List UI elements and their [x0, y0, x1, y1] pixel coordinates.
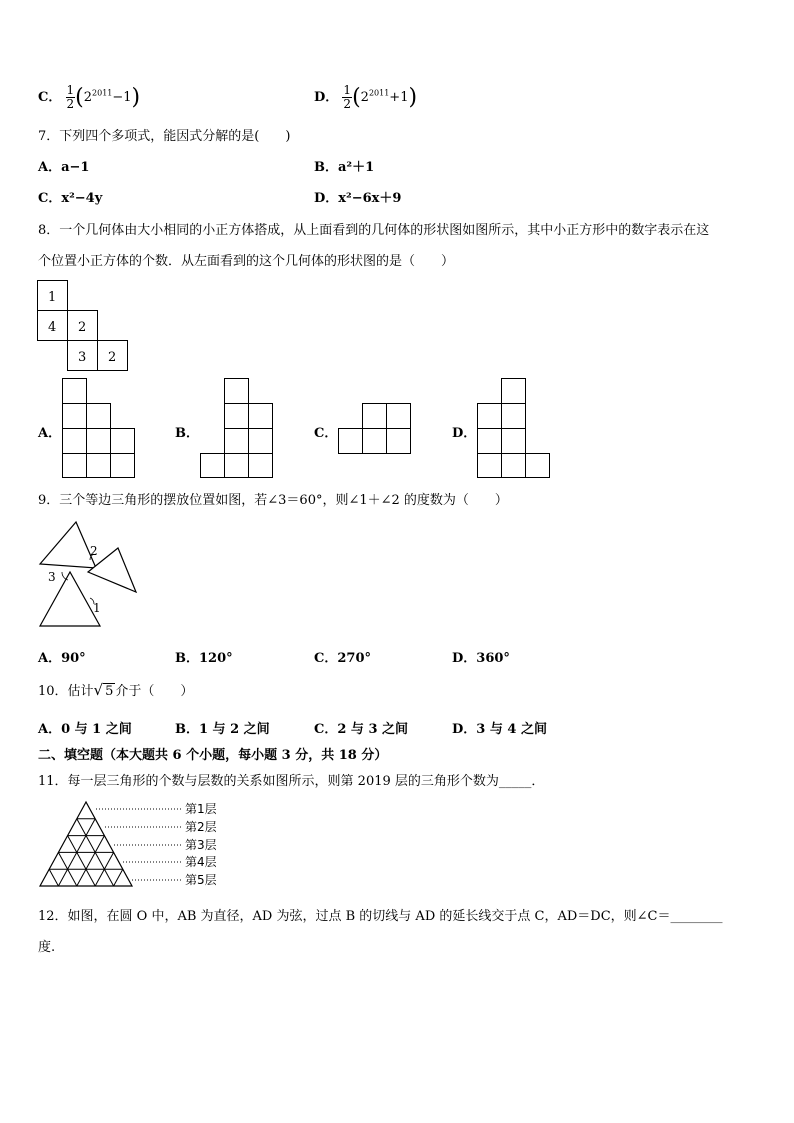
angle-3-label: 3: [48, 570, 56, 584]
q9-option-d: D．360°: [452, 651, 510, 666]
q10-option-d: D．3 与 4 之间: [452, 722, 547, 737]
big-triangle: [40, 802, 132, 886]
q11-stem: 11．每一层三角形的个数与层数的关系如图所示，则第 2019 层的三角形个数为_____．: [38, 774, 545, 789]
q11-triangle-figure: [38, 800, 228, 890]
q7-option-d: D．x²−6x＋9: [314, 191, 402, 206]
top-view-number: 2: [78, 320, 87, 335]
layer-label: 第4层: [185, 855, 217, 869]
q8-top-view-figure: [37, 280, 132, 372]
q8-option-d-figure: [477, 378, 552, 478]
q10-option-a: A．0 与 1 之间: [38, 722, 132, 737]
layer-label: 第5层: [185, 873, 217, 887]
q8-option-d-label: D．: [452, 426, 477, 441]
q6-d-fraction: $\frac{1}{2}$: [343, 83, 352, 111]
q7-option-b: B．a²＋1: [314, 160, 375, 175]
q6-c-fraction: $\frac{1}{2}$: [66, 83, 75, 111]
q9-option-c: C．270°: [314, 651, 371, 666]
triangle-top: [40, 522, 96, 568]
q8-stem-line2: 个位置小正方体的个数．从左面看到的这个几何体的形状图的是（ ）: [38, 254, 455, 269]
top-view-number: 2: [108, 350, 117, 365]
layer-label: 第1层: [185, 802, 217, 816]
q8-option-c-label: C．: [314, 426, 338, 441]
q8-option-b-figure: [200, 378, 275, 478]
q8-stem-line1: 8．一个几何体由大小相同的小正方体搭成，从上面看到的几何体的形状图如图所示，其中小正方形中的数字表示在这: [38, 223, 710, 238]
top-view-number: 3: [78, 350, 87, 365]
q6-d-label: D．: [314, 90, 339, 105]
top-view-number: 1: [48, 290, 57, 305]
q8-option-a-label: A．: [38, 426, 62, 441]
layer-label: 第2层: [185, 820, 217, 834]
angle-2-label: 2: [90, 544, 98, 558]
section-heading-fill-in: 二、填空题（本大题共 6 个小题，每小题 3 分，共 18 分）: [38, 748, 388, 763]
q12-stem-line1: 12．如图，在圆 O 中，AB 为直径，AD 为弦，过点 B 的切线与 AD 的延长线交于点 C，AD＝DC，则∠C＝________: [38, 909, 723, 924]
angle-1-label: 1: [93, 601, 101, 615]
layer-label: 第3层: [185, 838, 217, 852]
q6-option-c: C． $\frac{1}{2}$ $(2^{2011}-1)$: [38, 83, 141, 111]
q12-stem-line2: 度.: [38, 940, 56, 955]
q8-option-c-figure: [338, 403, 413, 455]
q7-option-a: A．a−1: [38, 160, 90, 175]
q6-c-label: C．: [38, 90, 62, 105]
q7-option-c: C．x²−4y: [38, 191, 103, 206]
q9-stem: 9．三个等边三角形的摆放位置如图，若∠3＝60°，则∠1＋∠2 的度数为（ ）: [38, 493, 508, 508]
q9-triangles-figure: [38, 520, 143, 630]
top-view-number: 4: [48, 320, 57, 335]
q8-option-b-label: B．: [175, 426, 199, 441]
q10-radicand: 5: [105, 684, 114, 699]
q10-stem: 10．估计√ 5 介于（ ）: [38, 681, 194, 699]
sqrt-symbol: √: [93, 681, 104, 699]
q7-stem: 7．下列四个多项式，能因式分解的是( ): [38, 129, 291, 144]
q9-option-b: B．120°: [175, 651, 233, 666]
q10-option-c: C．2 与 3 之间: [314, 722, 409, 737]
q9-option-a: A．90°: [38, 651, 86, 666]
q10-option-b: B．1 与 2 之间: [175, 722, 270, 737]
q8-option-a-figure: [62, 378, 137, 478]
q6-option-d: D． $\frac{1}{2}$ $(2^{2011}+1)$: [314, 83, 418, 111]
